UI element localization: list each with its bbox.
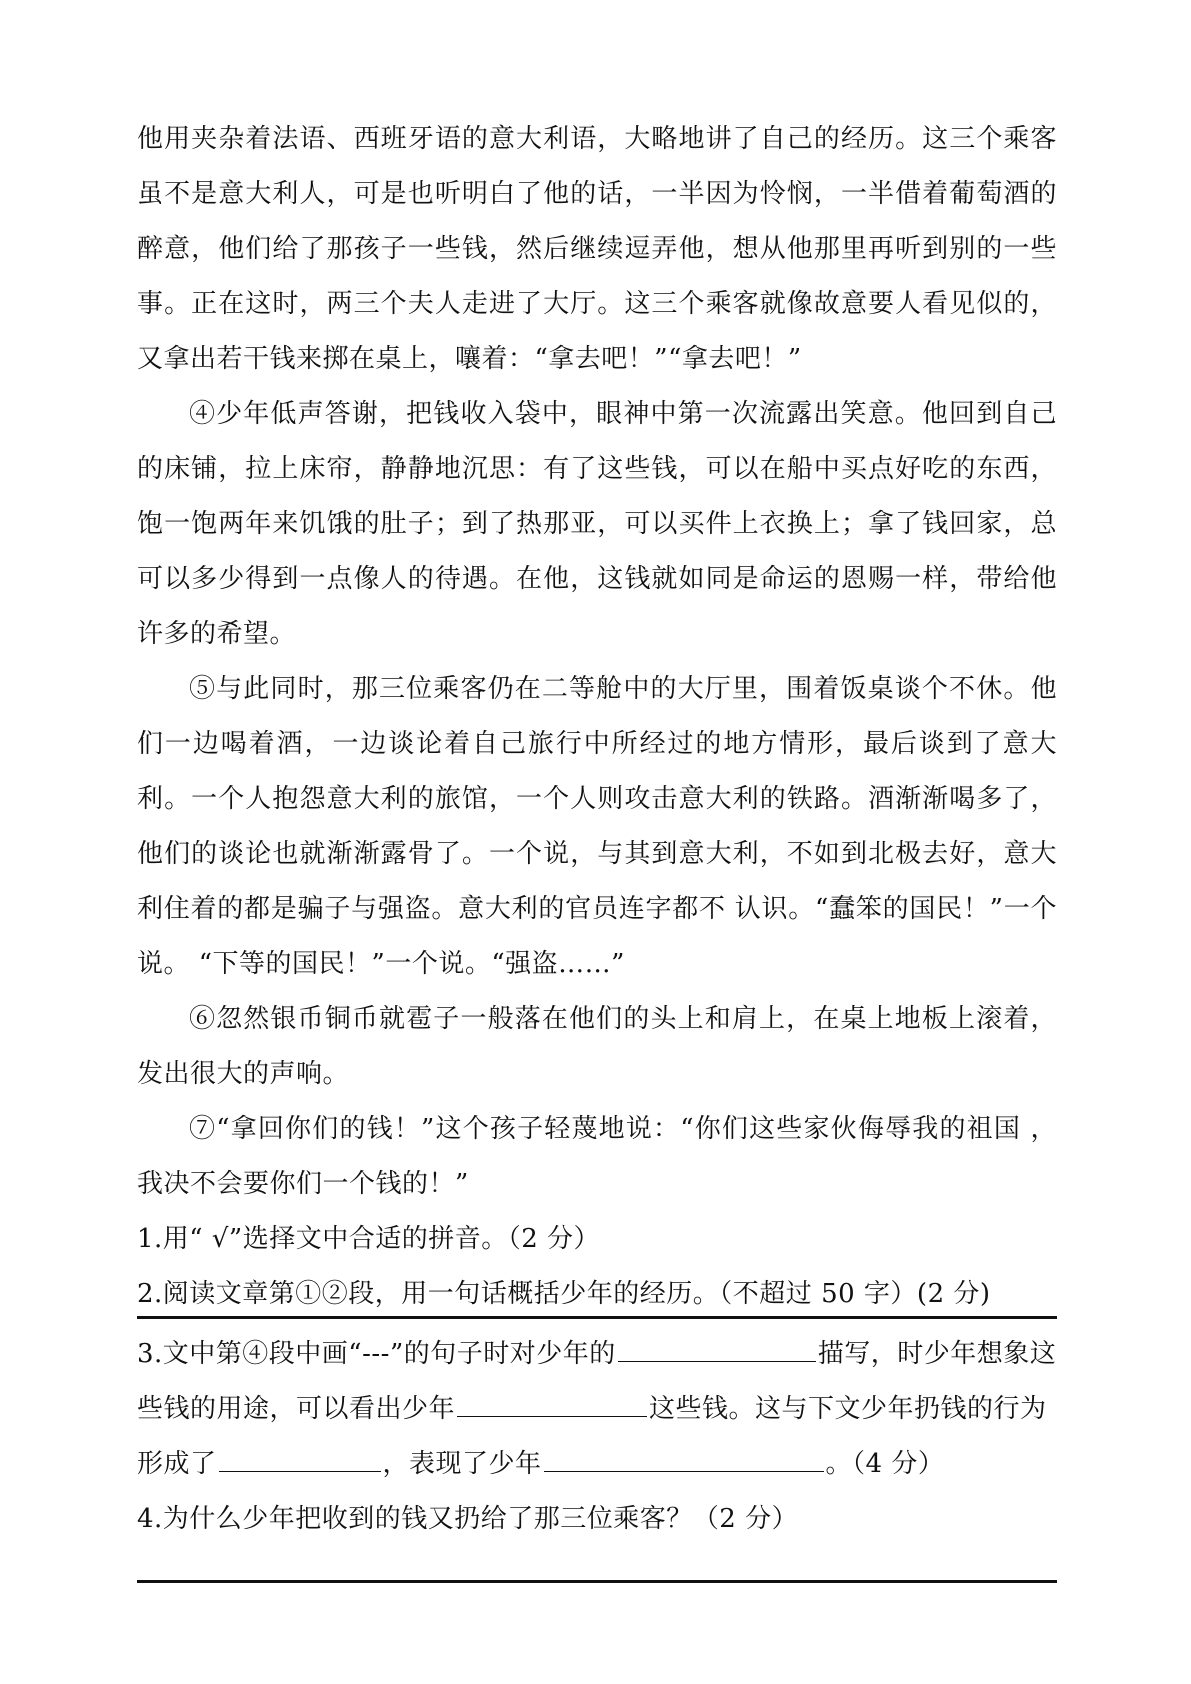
question-4: 4.为什么少年把收到的钱又扔给了那三位乘客？（2 分） <box>137 1504 799 1534</box>
question-3-text-1: 3.文中第④段中画“---”的句子时对少年的 <box>137 1339 616 1369</box>
answer-blank-3[interactable] <box>219 1441 381 1472</box>
paragraph-continued: 他用夹杂着法语、西班牙语的意大利语，大略地讲了自己的经历。这三个乘客虽不是意大利人，可是也听明白了他的话，一半因为怜悯，一半借着葡萄酒的醉意，他们给了那孩子一些钱，然后继续逗弄他，想从他那里再听到别的一些事。正在这时，两三个夫人走进了大厅。这三个乘客就像故意要人看见似的，又拿出若干钱来掷在桌上，嚷着：“拿去吧！”“拿去吧！” <box>137 124 1057 374</box>
question-3 <box>137 1327 1057 1492</box>
question-3-block <box>137 1327 1057 1547</box>
paragraph-6: ⑥忽然银币铜币就雹子一般落在他们的头上和肩上，在桌上地板上滚着，发出很大的声响。 <box>137 1004 1057 1089</box>
paragraph-4: ④少年低声答谢，把钱收入袋中，眼神中第一次流露出笑意。他回到自己的床铺，拉上床帘，静静地沉思：有了这些钱，可以在船中买点好吃的东西，饱一饱两年来饥饿的肚子；到了热那亚，可以买件上衣换上；拿了钱回家，总可以多少得到一点像人的待遇。在他，这钱就如同是命运的恩赐一样，带给他许多的希望。 <box>137 399 1057 649</box>
question-2: 2.阅读文章第①②段，用一句话概括少年的经历。（不超过 50 字）(2 分) <box>137 1279 991 1309</box>
answer-blank-2[interactable] <box>457 1386 647 1417</box>
question-3-text-4: ，表现了少年 <box>382 1449 542 1479</box>
question-3-text-5: 。（4 分） <box>825 1449 945 1479</box>
answer-blank-1[interactable] <box>618 1331 816 1362</box>
question-3-text-3: 这些钱。这与下文少年扔钱的行为形成了 <box>137 1394 1047 1479</box>
answer-line-q2[interactable] <box>137 1316 1057 1319</box>
answer-line-q4[interactable] <box>137 1580 1057 1583</box>
answer-blank-4[interactable] <box>544 1441 824 1472</box>
paragraph-5: ⑤与此同时，那三位乘客仍在二等舱中的大厅里，围着饭桌谈个不休。他们一边喝着酒，一边谈论着自己旅行中所经过的地方情形，最后谈到了意大利。一个人抱怨意大利的旅馆，一个人则攻击意大利的铁路。酒渐渐喝多了，他们的谈论也就渐渐露骨了。一个说，与其到意大利，不如到北极去好，意大利住着的都是骗子与强盗。意大利的官员连字都不 认识。“蠢笨的国民！”一个说。 “下等的国民！”一个说。“强盗……” <box>137 674 1057 979</box>
paragraph-7: ⑦“拿回你们的钱！”这个孩子轻蔑地说：“你们这些家伙侮辱我的祖国 ，我决不会要你们一个钱的！” <box>137 1114 1057 1199</box>
passage-body <box>137 112 1057 1322</box>
question-1: 1.用“ √”选择文中合适的拼音。（2 分） <box>137 1224 601 1254</box>
question-3-text-2: 描写，时少年想象这些钱的用途，可以看出少年 <box>137 1339 1057 1424</box>
